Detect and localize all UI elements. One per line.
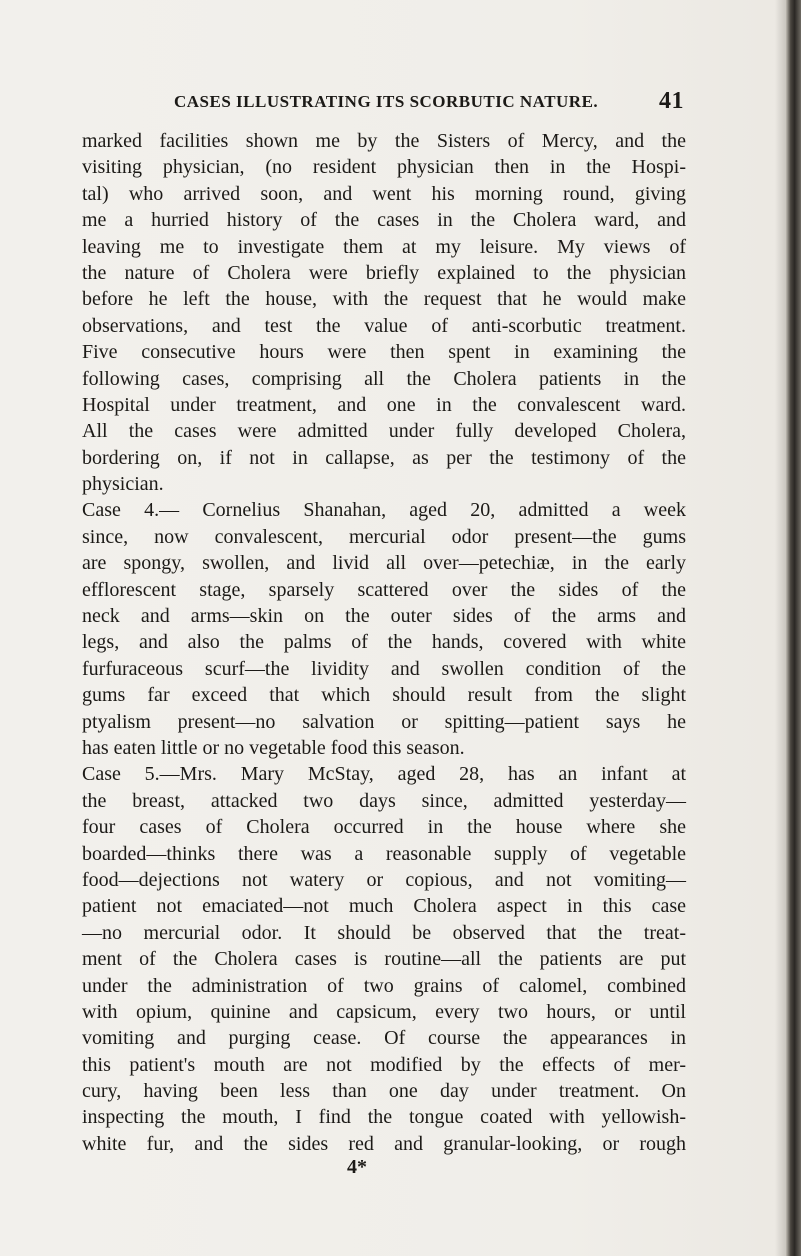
text-line: Case 4.— Cornelius Shanahan, aged 20, admitted a week bbox=[82, 499, 686, 522]
page-number: 41 bbox=[659, 88, 684, 114]
text-line: neck and arms—skin on the outer sides of the arms and bbox=[82, 605, 686, 628]
signature-mark: 4* bbox=[347, 1156, 367, 1178]
text-line: All the cases were admitted under fully developed Cholera, bbox=[82, 420, 686, 443]
text-line: patient not emaciated—not much Cholera aspect in this case bbox=[82, 895, 686, 918]
text-line: furfuraceous scurf—the lividity and swollen condition of the bbox=[82, 657, 686, 680]
text-line: me a hurried history of the cases in the Cholera ward, and bbox=[82, 209, 686, 232]
text-line: this patient's mouth are not modified by the effects of mer- bbox=[82, 1053, 686, 1076]
text-line: leaving me to investigate them at my leisure. My views of bbox=[82, 235, 686, 258]
text-line: ptyalism present—no salvation or spitting—patient says he bbox=[82, 710, 686, 733]
text-line: cury, having been less than one day under treatment. On bbox=[82, 1080, 686, 1103]
text-line: legs, and also the palms of the hands, covered with white bbox=[82, 631, 686, 654]
text-line: Case 5.—Mrs. Mary McStay, aged 28, has an infant at bbox=[82, 763, 686, 786]
body-text bbox=[82, 128, 686, 1157]
text-line: marked facilities shown me by the Sisters of Mercy, and the bbox=[82, 130, 686, 152]
text-line: are spongy, swollen, and livid all over—petechiæ, in the early bbox=[82, 552, 686, 575]
text-line: bordering on, if not in callapse, as per the testimony of the bbox=[82, 446, 686, 469]
text-line: white fur, and the sides red and granular-looking, or rough bbox=[82, 1132, 686, 1155]
text-line: Hospital under treatment, and one in the convalescent ward. bbox=[82, 393, 686, 416]
text-line: ment of the Cholera cases is routine—all the patients are put bbox=[82, 948, 686, 971]
text-line: four cases of Cholera occurred in the house where she bbox=[82, 816, 686, 839]
text-line: before he left the house, with the request that he would make bbox=[82, 288, 686, 311]
page-gutter-shadow bbox=[775, 0, 785, 1256]
text-line: with opium, quinine and capsicum, every two hours, or until bbox=[82, 1000, 686, 1023]
text-line: physician. bbox=[82, 473, 164, 496]
text-line: following cases, comprising all the Cholera patients in the bbox=[82, 367, 686, 390]
text-line: visiting physician, (no resident physician then in the Hospi- bbox=[82, 156, 686, 179]
text-line: tal) who arrived soon, and went his morning round, giving bbox=[82, 182, 686, 205]
running-head bbox=[78, 88, 684, 118]
text-line: boarded—thinks there was a reasonable supply of vegetable bbox=[82, 842, 686, 865]
text-line: inspecting the mouth, I find the tongue coated with yellowish- bbox=[82, 1106, 686, 1129]
text-line: since, now convalescent, mercurial odor present—the gums bbox=[82, 525, 686, 548]
text-line: has eaten little or no vegetable food this season. bbox=[82, 736, 465, 759]
running-title: CASES ILLUSTRATING ITS SCORBUTIC NATURE. bbox=[174, 92, 599, 111]
text-line: observations, and test the value of anti-scorbutic treatment. bbox=[82, 314, 686, 337]
text-line: Five consecutive hours were then spent in examining the bbox=[82, 341, 686, 364]
book-edge bbox=[785, 0, 801, 1256]
text-line: the breast, attacked two days since, admitted yesterday— bbox=[82, 789, 686, 812]
text-line: efflorescent stage, sparsely scattered over the sides of the bbox=[82, 578, 686, 601]
text-line: under the administration of two grains of calomel, combined bbox=[82, 974, 686, 997]
text-line: vomiting and purging cease. Of course the appearances in bbox=[82, 1027, 686, 1050]
text-line: —no mercurial odor. It should be observed that the treat- bbox=[82, 921, 686, 944]
text-line: the nature of Cholera were briefly explained to the physician bbox=[82, 261, 686, 284]
text-line: gums far exceed that which should result from the slight bbox=[82, 684, 686, 707]
text-line: food—dejections not watery or copious, and not vomiting— bbox=[82, 868, 686, 891]
